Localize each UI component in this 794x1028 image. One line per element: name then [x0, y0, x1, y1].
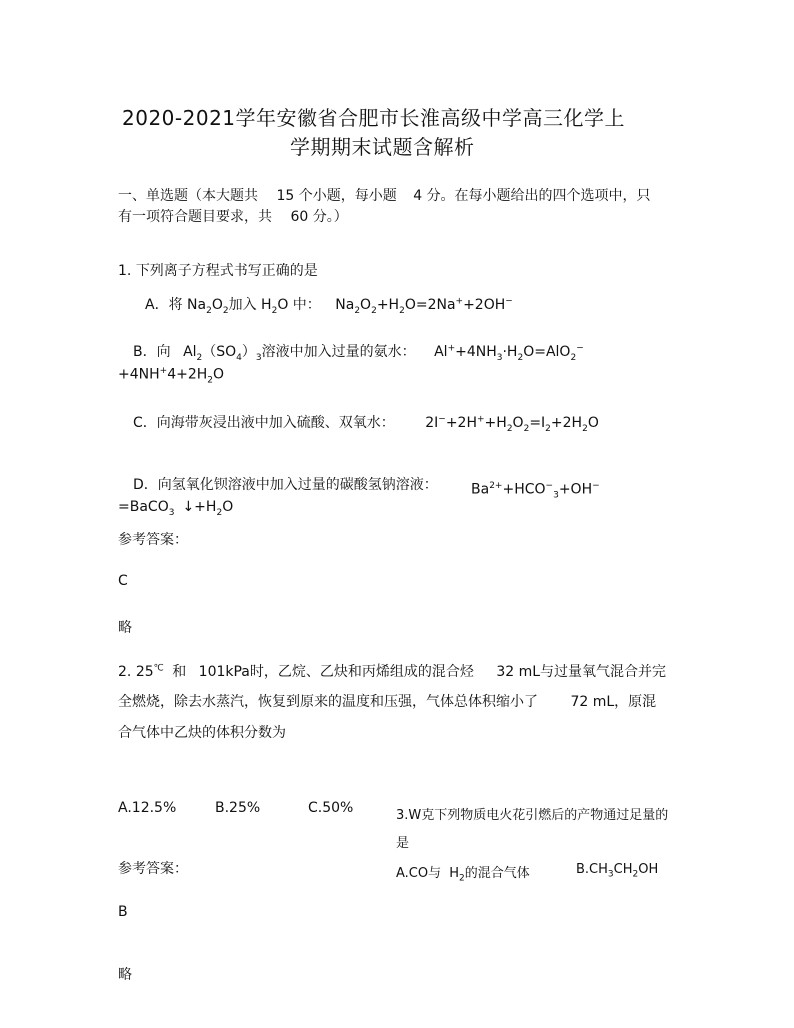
- section-text: 有一项符合题目要求，共: [118, 209, 272, 225]
- question-3-stem: 3.W克下列物质电火花引燃后的产物通过足量的: [396, 808, 669, 823]
- q2-note: 略: [118, 967, 132, 983]
- section-header-line2: [118, 206, 348, 226]
- q2-option-a: A.12.5%: [118, 800, 177, 816]
- q1-option-a: [145, 294, 513, 316]
- question-2-line2: 全燃烧，除去水蒸汽，恢复到原来的温度和压强，气体总体积缩小了 72 mL，原混: [118, 694, 657, 710]
- q2-answer: B: [118, 904, 128, 920]
- question-1-stem: [118, 260, 318, 280]
- section-header-line1: [118, 185, 651, 205]
- q1-option-c: [133, 412, 599, 434]
- option-label: D．向氢氧化钡溶液中加入过量的碳酸氢钠溶液：: [133, 477, 438, 493]
- formula: $H_2O$: [261, 297, 289, 316]
- section-text: 一、单选题（本大题共: [118, 188, 258, 204]
- points-each: 4: [413, 188, 423, 204]
- q1-option-d-cont: =BaCO$_3$ $↓+H_2O$: [118, 499, 234, 518]
- doc-title-line2: 学期期末试题含解析: [290, 135, 475, 159]
- q1-option-b: [133, 341, 584, 363]
- q2-option-c: C.50%: [308, 800, 354, 816]
- doc-title-line1: 2020-2021学年安徽省合肥市长淮高级中学高三化学上: [122, 106, 626, 130]
- question-text: 下列离子方程式书写正确的是: [135, 263, 318, 279]
- q1-option-d: [133, 474, 438, 494]
- question-2-line3: 合气体中乙炔的体积分数为: [118, 725, 286, 741]
- q1-option-b-cont: $+4NH^+4+2H_2O$: [118, 366, 225, 386]
- q1-option-d-equation: $Ba^{2+}+HCO^-_3+OH^-$: [471, 481, 600, 501]
- formula: $Al_2(SO_4)_3$: [183, 344, 262, 363]
- q2-option-b: B.25%: [215, 800, 261, 816]
- section-text: 分。）: [312, 209, 348, 225]
- equation: $2I^-+2H^++H_2O_2=I_2+2H_2O$: [425, 414, 599, 434]
- formula: $Na_2O_2$: [187, 297, 229, 316]
- option-text: 溶液中加入过量的氨水：: [261, 344, 416, 360]
- question-3-stem-cont: 是: [396, 836, 410, 851]
- question-number: 3.: [396, 808, 409, 823]
- question-number: 2.: [118, 664, 132, 680]
- equation: $Al^++4NH_3\cdot H_2O=AlO_2^-$: [434, 343, 584, 363]
- equation: $Na_2O_2+H_2O=2Na^++2OH^-$: [335, 296, 513, 316]
- q3-option-a: A.CO与 $H_2$的混合气体: [396, 866, 530, 884]
- points-total: 60: [290, 209, 309, 225]
- q2-answer-label: 参考答案：: [118, 861, 188, 877]
- option-text: 加入: [228, 297, 257, 313]
- question-2-line1: 2. 25℃ 和 101kPa时，乙烷、乙炔和丙烯组成的混合烃 32 mL与过量氧气混合并完: [118, 663, 667, 680]
- option-label: A．将: [145, 297, 183, 313]
- option-text: 中：: [292, 297, 321, 313]
- q1-answer: C: [118, 573, 128, 589]
- question-number: 1.: [118, 263, 132, 279]
- q1-note: 略: [118, 620, 132, 636]
- option-label: C．向海带灰浸出液中加入硫酸、双氧水：: [133, 415, 395, 431]
- question-count: 15: [276, 188, 295, 204]
- q1-answer-label: 参考答案：: [118, 532, 188, 548]
- option-label: B．向: [133, 344, 171, 360]
- q3-option-b: $B.CH_3CH_2OH$: [576, 862, 659, 880]
- section-text: 分。在每小题给出的四个选项中，只: [426, 188, 651, 204]
- section-text: 个小题，每小题: [298, 188, 397, 204]
